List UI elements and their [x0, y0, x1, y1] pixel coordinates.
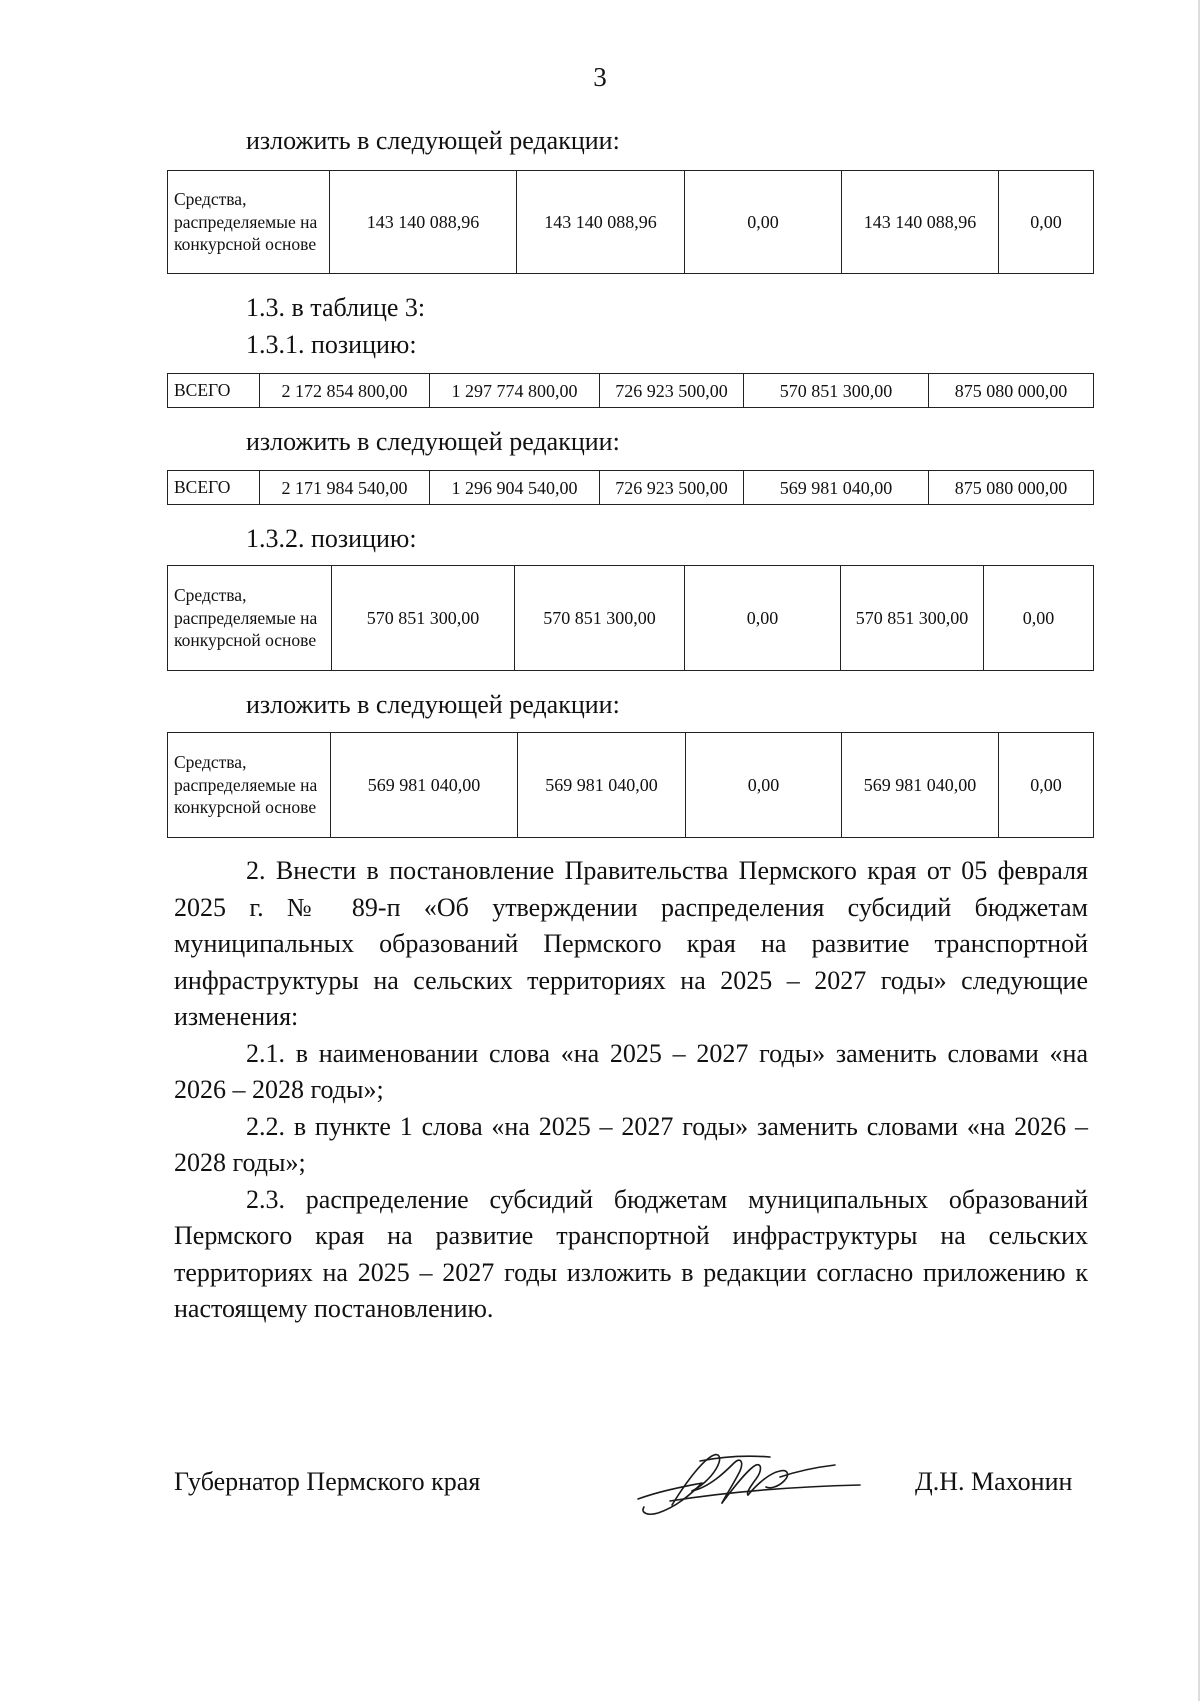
table-cell: 0,00 [686, 733, 842, 838]
table-cell: 570 851 300,00 [332, 566, 515, 671]
intro-text-1: изложить в следующей редакции: [246, 126, 620, 155]
table-cell: 0,00 [999, 171, 1094, 274]
table-row [168, 733, 1094, 838]
table-cell: 0,00 [984, 566, 1094, 671]
row-label: Средства, распределяемые на конкурсной основе [168, 171, 330, 274]
signatory-name: Д.Н. Махонин [915, 1467, 1073, 1496]
paragraph-2-2: 2.2. в пункте 1 слова «на 2025 – 2027 годы» заменить словами «на 2026 – 2028 годы»; [174, 1111, 1088, 1177]
table-replacement-1 [167, 170, 1094, 274]
table-cell: 875 080 000,00 [929, 374, 1094, 408]
table-cell: 726 923 500,00 [600, 374, 744, 408]
intro-text-2: изложить в следующей редакции: [246, 427, 620, 456]
table-original-total [167, 373, 1094, 408]
table-row [168, 374, 1094, 408]
table-row [168, 471, 1094, 505]
table-cell: 570 851 300,00 [744, 374, 929, 408]
table-cell: 726 923 500,00 [600, 471, 744, 505]
table-row [168, 171, 1094, 274]
row-label: Средства, распределяемые на конкурсной основе [168, 733, 331, 838]
item-1-3-2: 1.3.2. позицию: [246, 524, 417, 553]
handwritten-signature-icon [630, 1443, 865, 1523]
paragraph-2-1: 2.1. в наименовании слова «на 2025 – 2027 годы» заменить словами «на 2026 – 2028 годы»; [174, 1038, 1088, 1104]
table-row [168, 566, 1094, 671]
table-cell: 143 140 088,96 [517, 171, 685, 274]
table-cell: 0,00 [685, 566, 841, 671]
table-cell: 0,00 [999, 733, 1094, 838]
table-cell: 569 981 040,00 [331, 733, 518, 838]
paragraph-2-3: 2.3. распределение субсидий бюджетам муниципальных образований Пермского края на развитие транспортной инфраструктуры на сельских территориях на 2025 – 2027 годы изложить в редакции согласно приложению к настоящему постановлению. [174, 1184, 1088, 1323]
row-label: ВСЕГО [168, 471, 260, 505]
page-number: 3 [593, 62, 607, 92]
table-cell: 569 981 040,00 [744, 471, 929, 505]
table-cell: 0,00 [685, 171, 842, 274]
table-cell: 569 981 040,00 [518, 733, 686, 838]
table-cell: 1 296 904 540,00 [430, 471, 600, 505]
table-cell: 875 080 000,00 [929, 471, 1094, 505]
table-cell: 143 140 088,96 [330, 171, 517, 274]
table-original-competitive [167, 565, 1094, 671]
paragraph-2: 2. Внести в постановление Правительства Пермского края от 05 февраля 2025 г. № 89-п «Об утверждении распределения субсидий бюджетам муниципальных образований Пермского края на развитие транспортной инфраструктуры на сельских территориях на 2025 – 2027 годы» следующие изменения: [174, 856, 1088, 1031]
table-cell: 2 171 984 540,00 [260, 471, 430, 505]
table-cell: 570 851 300,00 [841, 566, 984, 671]
table-cell: 143 140 088,96 [842, 171, 999, 274]
item-1-3: 1.3. в таблице 3: [246, 293, 426, 322]
item-1-3-1: 1.3.1. позицию: [246, 330, 417, 359]
table-cell: 1 297 774 800,00 [430, 374, 600, 408]
row-label: Средства, распределяемые на конкурсной основе [168, 566, 332, 671]
intro-text-3: изложить в следующей редакции: [246, 690, 620, 719]
table-cell: 569 981 040,00 [842, 733, 999, 838]
row-label: ВСЕГО [168, 374, 260, 408]
table-cell: 2 172 854 800,00 [260, 374, 430, 408]
table-replacement-total [167, 470, 1094, 505]
signatory-position: Губернатор Пермского края [174, 1467, 481, 1496]
table-replacement-competitive [167, 732, 1094, 838]
table-cell: 570 851 300,00 [515, 566, 685, 671]
amendments-body [174, 853, 1088, 1328]
